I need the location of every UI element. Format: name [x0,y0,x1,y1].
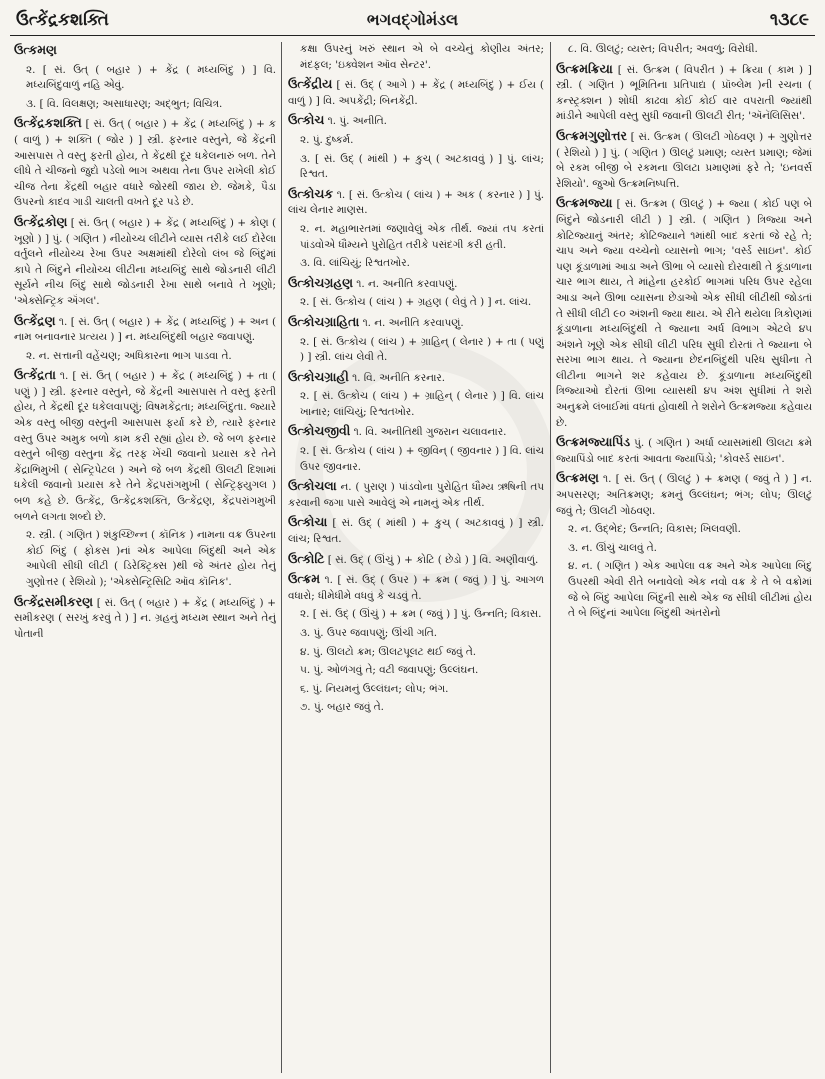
entry-definition: ૧. ન. અનીતિ કરવાપણું. [356,277,458,290]
entry-headword: ઉત્ક્રમજ્યાપિંડ [556,434,631,450]
entry-definition: ૩. વિ. લાંચિયું; રિશ્વતખોર. [300,257,410,270]
entry-definition: ૧. વિ. અનીતિ કરનાર. [352,371,446,384]
dictionary-entry [288,314,544,332]
entry-definition: [ સં. ઉદ્ ( માંથી ) + કુચ્ ( અટકાવવું ) ] સ્ત્રી. લાંચ; રિશ્વત. [288,517,544,546]
dictionary-entry [288,369,544,387]
entry-definition: [ સં. ઉદ્ ( ઊંચું ) + કોટિ ( છેડો ) ] વિ. અણીવાળું. [327,553,539,566]
column-1 [14,42,276,1073]
dictionary-page [10,6,815,1073]
entry-definition: ૭. પું. બહાર જવું તે. [300,701,384,714]
entry-definition: ૨. ન. ઉદ્ભેદ; ઉન્નતિ; વિકાસ; ખિલવણી. [568,523,741,536]
dictionary-entry [14,313,276,346]
entry-headword: ઉત્કેંદ્રતા [14,367,56,383]
running-headword: ઉત્કેંદ્રકશક્તિ [16,10,109,30]
dictionary-entry [14,97,276,113]
dictionary-entry [556,195,812,431]
dictionary-entry [288,478,544,511]
entry-headword: ઉત્ક્રમજ્યા [556,195,613,211]
entry-definition: ૧. [ સં. ઉત્ ( બહાર ) + કેંદ્ર ( મધ્યબિંદુ ) + તા ( પણું ) ] સ્ત્રી. ફરનાર વસ્તુને, જે કેંદ્રની આસપાસ તે વસ્તુ ફરતી હોય, તે કેંદ્રથી દૂર ધકેલવાપણું; વિષમકેંદ્રતા; મધ્યબિંદુતા. જ્યારે એક વસ્તુ બીજી વસ્તુની આસપાસ ફર્યા કરે છે, ત્યારે ફરનાર વસ્તુ ઉપર અમુક બળો કામ કરી રહ્યાં હોય છે. જે બળ ફરનાર વસ્તુને બીજી વસ્તુના કેંદ્ર તરફ ખેંચી જવાનો પ્રયાસ કરે તેને કેંદ્રાભિમુખી ( સેન્ટ્રિપેટલ ) અને જે બળ કેંદ્રથી ઊલટી દિશામાં ધકેલી જવાનો પ્રયાસ કરે તેને કેંદ્રપરાંગમુખી ( સેન્ટ્રિફ્યુગલ ) બળ કહે છે. ઉત્કેંદ્ર, ઉત્કેંદ્રકશક્તિ, ઉત્કેંદ્રણ, કેંદ્રપરાંગમુખી બળને લગતા શબ્દો છે. [14,370,276,523]
dictionary-entry [288,423,544,441]
dictionary-entry [288,389,544,420]
dictionary-entry [288,76,544,109]
entry-definition: ૨. [ સં. ઉત્કોચ ( લાંચ ) + ગ્રાહિન્ ( લેનાર ) ] વિ. લાંચ ખાનાર; લાંચિયું; રિશ્વતખોર. [300,390,544,418]
entry-headword: ઉત્કમણ [14,42,57,57]
entry-definition: ૧. [ સં. ઉત્ ( ઊલટું ) + ક્રમણ ( જવું તે ) ] ન. અપસરણ; અતિક્રમણ; ક્રમનું ઉલ્લંઘન; ભંગ; લોપ; ઊલટું જવું તે; ઊલટી ગોઠવણ. [556,473,812,517]
column-2 [288,42,544,1073]
entry-definition: ૨. ન. મહાભારતમાં જણાવેલું એક તીર્થ. જ્યાં તપ કરતાં પાંડવોએ ધૌમ્યને પુરોહિત તરીકે પસંદગી કરી હતી. [300,222,544,251]
column-3 [556,42,812,1073]
columns-container [10,42,815,1073]
dictionary-entry [14,63,276,94]
dictionary-entry [14,214,276,310]
entry-definition: [ સં. ઉત્ક્રમ ( ઊલટું ) + જ્યા ( કોઈ પણ બે બિંદુને જોડનારી લીટી ) ] સ્ત્રી. ( ગણિત ) ત્રિજ્યા અને કોટિજ્યાનું અંતર; કોટિજ્યાને ૧માંથી બાદ કરતાં જે રહે તે; ચાપ અને જ્યા વચ્ચેનો વ્યાસનો ભાગ; 'વર્સ્ડ સાઇન'. કોઈ પણ કૂંડાળામાં આડા અને ઊભા બે વ્યાસો દોરવાથી તે કૂંડાળાના ચાર ભાગ થાય, તે માંહેના હરકોઈ ભાગમાં પરિધ ઉપર રહેલા આડા અને ઊભા વ્યાસના છેડાઓ એક સીધી લીટીથી જોડતાં તે સીધી લીટી ૯૦ અંશની જ્યા થાય. એ રીતે થયેલા ત્રિકોણમાં કૂંડાળાના મધ્યબિંદુથી તે જ્યાના અર્ધ વિભાગ એટલે ૪૫ અંશને ખૂણે એક સીધી લીટી પરિધ સુધી દોરતાં તે જ્યાના બે સરખા ભાગ થાય. તે જ્યાના છેદનબિંદુથી પરિધ સુધીના તે લીટીના ભાગને શર કહેવાય છે. કૂંડાળાના મધ્યબિંદુથી ત્રિજ્યાઓ દોરતાં ઊભા વ્યાસથી ૪૫ અંશ સુધીમાં તે શરો અનુક્રમે લંબાઈમાં વધતાં હોવાથી તે શરોને ઉત્ક્રમજ્યા કહેવાય છે. [556,198,812,429]
entry-definition: ૬. પું. નિયમનું ઉલ્લંઘન; લોપ; ભંગ. [300,682,449,695]
dictionary-entry [14,115,276,211]
entry-definition: ૨. [ સં. ઉત્કોચ ( લાંચ ) + ગ્રહણ ( લેવું તે ) ] ન. લાંચ. [300,296,532,309]
entry-headword: ઉત્ક્રમક્રિયા [556,60,613,76]
entry-definition: ૧. [ સં. ઉત્કોચ ( લાંચ ) + અક ( કરનાર ) ] પું. લાંચ લેનાર માણસ. [288,188,544,217]
dictionary-title: ભગવદ્ગોમંડલ [366,10,459,29]
dictionary-entry [288,222,544,253]
dictionary-entry [556,470,812,519]
entry-headword: ઉત્કેંદ્રકશક્તિ [14,115,82,131]
entry-definition: [ સં. ઉત્ ( બહાર ) + કેંદ્ર ( મધ્યબિંદુ ) + સમીકરણ ( સરખું કરવું તે ) ] ન. ગ્રહનું મધ્યમ સ્થાન અને તેનું પોતાની [14,596,276,640]
entry-definition: ન. ( પુરાણ ) પાંડવોના પુરોહિત ધૌમ્ય ઋષિની તપ કરવાની જગા પાસે આવેલું એ નામનું એક તીર્થ. [288,481,544,509]
entry-definition: ૩. ન. ઊંચું ચાલવું તે. [568,541,657,554]
dictionary-entry [288,335,544,366]
dictionary-entry [556,128,812,192]
page-number: ૧૩૮૯ [769,10,809,30]
entry-definition: ૧. [ સં. ઉત્ ( બહાર ) + કેંદ્ર ( મધ્યબિંદુ ) + અન ( નામ બનાવનાર પ્રત્યય ) ] ન. મધ્યબિંદુથી બહાર જવાપણું. [14,315,276,344]
entry-definition: ૮. વિ. ઊલટું; વ્યસ્ત; વિપરીત; અવળું; વિરોધી. [568,43,758,55]
dictionary-entry [556,61,812,125]
entry-headword: ઉત્કોચલા [288,478,337,494]
entry-headword: ઉત્ક્રમ [288,571,321,587]
entry-headword: ઉત્કેંદ્રણ [14,312,56,328]
entry-definition: ૨. ન. સત્તાની વહેંચણ; અધિકારના ભાગ પાડવા તે. [26,349,232,362]
page-header [10,6,815,36]
dictionary-entry [556,541,812,557]
dictionary-entry [288,645,544,661]
entry-definition: [ સં. ઉત્ક્રમ ( ઊલટી ગોઠવણ ) + ગુણોત્તર ( રેશિયો ) ] પું. ( ગણિત ) ઊલટું પ્રમાણ; વ્યસ્ત પ્રમાણ; જેમાં બે રકમ બીજી બે રકમના ઊલટા પ્રમાણમાં ફરે તે; 'ઇનવર્સ રેશિયો'. જુઓ ઉત્ક્રમનિષ્પત્તિ. [556,130,812,190]
entry-definition: ૨. [ સં. ઉત્ ( બહાર ) + કેંદ્ર ( મધ્યબિંદુ ) ] વિ. મધ્યબિંદુવાળું નહિ એવું. [26,63,276,92]
dictionary-entry [288,626,544,642]
entry-headword: ઉત્કેંદ્રકોણ [14,213,68,229]
dictionary-entry [14,349,276,365]
entry-definition: ૧. પું. અનીતિ. [327,115,387,128]
dictionary-entry [288,186,544,219]
dictionary-entry [556,522,812,538]
entry-headword: ઉત્કોચ [288,112,325,128]
dictionary-entry [288,700,544,716]
dictionary-entry [14,42,276,60]
entry-headword: ઉત્કેંદ્રસમીકરણ [14,593,93,609]
entry-headword: ઉત્કેંદ્રીય [288,76,333,92]
column-divider [281,42,282,1073]
dictionary-entry [288,682,544,698]
dictionary-entry [288,42,544,73]
dictionary-entry [556,434,812,467]
entry-definition: ૨. સ્ત્રી. ( ગણિત ) શંકુચ્છિન્ન ( કૉનિક ) નામના વક્ર ઉપરના કોઈ બિંદુ ( ફોકસ )નાં એક આપેલા બિંદુથી અને એક આપેલી સીધી લીટી ( ડિરેક્ટ્રિક્સ )થી જે અંતર હોય તેનું ગુણોત્તર ( રેશિયો ); 'એક્સેન્ટ્રિસિટિ ઑવ કૉનિક'. [26,529,276,588]
entry-definition: [ સં. ઉત્ ( બહાર ) + કેંદ્ર ( મધ્યબિંદુ ) + ક ( વાળું ) + શક્તિ ( જોર ) ] સ્ત્રી. ફરનાર વસ્તુને, જે કેંદ્રની આસપાસ તે વસ્તુ ફરતી હોય, તે કેંદ્રથી દૂર ધકેલનારું બળ. તેને લીધે તે ચીજનો જુદો પડેલો ભાગ અથવા તેના ઉપર રાખેલી કોઈ ચીજ તેના કેંદ્રથી બહાર વધારે જોરથી જાય છે. જેમકે, પૈડા ઉપરનો કાદવ ગાડી ચાલતી વખતે દૂર પડે છે. [14,118,276,209]
dictionary-entry [14,367,276,525]
entry-definition: ૨. [ સં. ઉદ્ ( ઊંચું ) + ક્રમ ( જવું ) ] પું. ઉન્નતિ; વિકાસ. [300,608,542,621]
entry-definition: [ સં. ઉદ્ ( આગે ) + કેંદ્ર ( મધ્યબિંદુ ) + ઈય ( વાળું ) ] વિ. અપકેંદ્રી; બિનકેંદ્રી. [288,79,544,107]
column-divider [550,42,551,1073]
entry-headword: ઉત્કોચગ્રાહિતા [288,313,360,329]
dictionary-entry [556,559,812,621]
entry-headword: ઉત્કોચક [288,185,334,201]
entry-headword: ઉત્કોટિ [288,550,325,566]
entry-headword: ઉત્કોચગ્રહણ [288,274,353,290]
dictionary-entry [288,571,544,604]
dictionary-entry [288,444,544,475]
entry-definition: ૩. [ વિ. વિલક્ષણ; અસાધારણ; અદ્ભુત; વિચિત્ર. [26,97,223,110]
entry-headword: ઉત્ક્રમગુણોત્તર [556,127,627,143]
entry-definition: કક્ષા ઉપરનું ખરું સ્થાન એ બે વચ્ચેનું કોણીય અંતર; મંદફલ; 'ઇક્વેશન ઑવ સેન્ટર'. [300,43,544,71]
dictionary-entry [14,594,276,643]
entry-definition: [ સં. ઉત્ ( બહાર ) + કેંદ્ર ( મધ્યબિંદુ ) + કોણ ( ખૂણો ) ] પું. ( ગણિત ) નીયોચ્ચ લીટીને વ્યાસ તરીકે લઈ દોરેલા વર્તુલને નીયોચ્ચ રેખા ઉપર અક્ષમાંથી દોરેલો લંબ જે બિંદુમાં કાપે તે બિંદુને નીયોચ્ચ લીટીના મધ્યબિંદુ સાથે જોડનારી લીટી સૂર્યને નીચ બિંદુ સાથે જોડનારી રેખા સાથે બનાવે તે ખૂણો; 'એક્સેન્ટ્રિક ઍંગલ'. [14,216,276,307]
dictionary-entry [288,152,544,183]
entry-definition: ૨. [ સં. ઉત્કોચ ( લાંચ ) + ગ્રાહિન્ ( લેનાર ) + તા ( પણું ) ] સ્ત્રી. લાંચ લેવી તે. [300,335,544,364]
entry-headword: ઉત્કોચજીવી [288,423,351,439]
entry-definition: ૪. ન. ( ગણિત ) એક આપેલા વક્ર અને એક આપેલા બિંદુ ઉપરથી એવી રીતે બનાવેલો એક નવો વક્ર કે તે બે વક્રોમાં જે બે બિંદુ આપેલા બિંદુની સાથે એક જ સીધી લીટીમાં હોય તે બે બિંદુનાં આપેલા બિંદુથી અંતરોનો [568,560,812,620]
dictionary-entry [14,528,276,590]
entry-definition: ૧. [ સં. ઉદ્ ( ઉપર ) + ક્રમ ( જવું ) ] પું. આગળ વધારો; ધીમેધીમે વધવું કે ચડવું તે. [288,574,544,602]
dictionary-entry [288,256,544,272]
entry-definition: [ સં. ઉત્ક્રમ ( વિપરીત ) + ક્રિયા ( કામ ) ] સ્ત્રી. ( ગણિત ) ભૂમિતિના પ્રતિપાદ્ય ( પ્રૉબ્લેમ )ની રચના ( કન્સ્ટ્રક્શન ) શોધી કાઢવા કોઈ કોઈ વાર વપરાતી જ્યાંથી માંડીને આપેલી વસ્તુ સુધી જવાની ઊલટી રીત; 'ઍનૅલિસિસ'. [556,63,812,123]
dictionary-entry [288,551,544,569]
entry-definition: ૧. વિ. અનીતિથી ગુજરાન ચલાવનાર. [353,426,507,439]
entry-headword: ઉત્કોચગ્રાહી [288,368,349,384]
entry-definition: ૨. પું. દુષ્કર્મ. [300,133,354,146]
entry-definition: ૩. [ સં. ઉદ્ ( માંથી ) + કુચ્ ( અટકાવવું ) ] પું. લાંચ; રિશ્વત. [300,152,544,181]
entry-definition: ૫. પું. ઓળંગવું તે; વટી જવાપણું; ઉલ્લંઘન. [300,664,479,677]
entry-definition: ૨. [ સં. ઉત્કોચ ( લાંચ ) + જીવિન્ ( જીવનાર ) ] વિ. લાંચ ઉપર જીવનાર. [300,445,544,473]
dictionary-entry [288,133,544,149]
entry-headword: ઉત્ક્રમણ [556,470,599,486]
entry-definition: ૧. ન. અનીતિ કરવાપણું. [362,316,464,329]
dictionary-entry [288,514,544,547]
dictionary-entry [288,112,544,130]
dictionary-entry [556,42,812,58]
entry-definition: ૪. પું. ઊલટો ક્રમ; ઊલટપૂલટ થઈ જવું તે. [300,645,477,658]
entry-definition: પું. ( ગણિત ) અર્ધા વ્યાસમાંથી ઊલટા ક્રમે જ્યાપિંડો બાદ કરતાં આવતા જ્યાપિંડો; 'કોવર્સ્ડ સાઇન'. [556,437,812,465]
dictionary-entry [288,275,544,293]
entry-headword: ઉત્કોચા [288,514,328,530]
entry-definition: ૩. પું. ઉપર જવાપણું; ઊંચી ગતિ. [300,627,438,639]
dictionary-entry [288,295,544,311]
dictionary-entry [288,607,544,623]
dictionary-entry [288,663,544,679]
